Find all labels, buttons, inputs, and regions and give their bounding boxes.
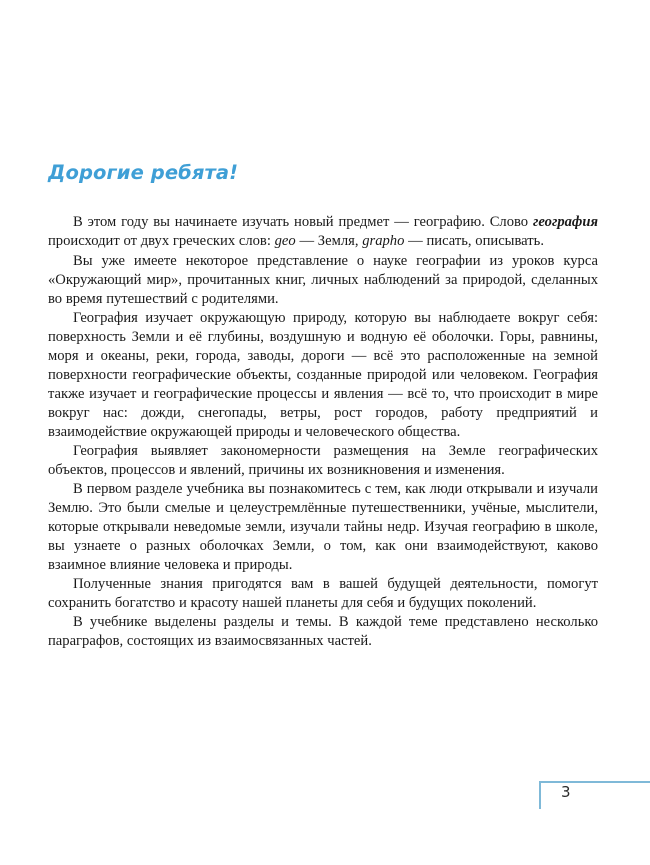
emphasized-term: география: [532, 214, 598, 231]
paragraph-patterns-and-causes: География выявляет закономерности размещения на Земле географических объектов, процессов и явлений, причины их возникновения и изменения.: [48, 443, 598, 479]
paragraph-prior-knowledge: Вы уже имеете некоторое представление о науке географии из уроков курса «Окружающий мир», прочитанных книг, личных наблюдений за природой, сделанных во время путешествий с родителями.: [48, 252, 598, 307]
paragraph-first-section-overview: В первом разделе учебника вы познакомитесь с тем, как люди открывали и изучали Землю. Это были смелые и целеустремлённые путешественники, учёные, мыслители, которые открывали неведомые земли, изучали тайны недр. Изучая географию в школе, вы узнаете о разных оболочках Земли, о том, как они взаимодействуют, каково взаимное влияние человека и природы.: [48, 481, 598, 574]
paragraph-knowledge-benefits: Полученные знания пригодятся вам в вашей будущей деятельности, помогут сохранить богатство и красоту нашей планеты для себя и будущих поколений.: [48, 576, 598, 612]
page-title: Дорогие ребята!: [48, 161, 239, 184]
folio-rule-vertical: [539, 781, 541, 809]
folio-rule-horizontal: [539, 781, 650, 783]
body-text: [48, 213, 598, 651]
emphasized-term: geo: [274, 233, 296, 250]
paragraph-intro-geography-word: В этом году вы начинаете изучать новый предмет — географию. Слово география происходит от двух греческих слов: geo — Земля, grapho — писать, описывать.: [48, 214, 598, 250]
emphasized-term: grapho: [362, 233, 405, 250]
paragraph-textbook-structure: В учебнике выделены разделы и темы. В каждой теме представлено несколько параграфов, состоящих из взаимосвязанных частей.: [48, 614, 598, 650]
folio: [539, 781, 650, 809]
paragraph-what-geography-studies: География изучает окружающую природу, которую вы наблюдаете вокруг себя: поверхность Земли и её глубины, воздушную и водную её оболочки. Горы, равнины, моря и океаны, реки, города, заводы, дороги — всё это расположенные на земной поверхности географические объекты, созданные природой или человеком. География также изучает и географические процессы и явления — всё то, что происходит в мире вокруг нас: дожди, снегопады, ветры, рост городов, работу предприятий и взаимодействие окружающей природы и человеческого общества.: [48, 309, 598, 440]
page-number: 3: [561, 783, 571, 801]
page-content: [48, 162, 598, 652]
